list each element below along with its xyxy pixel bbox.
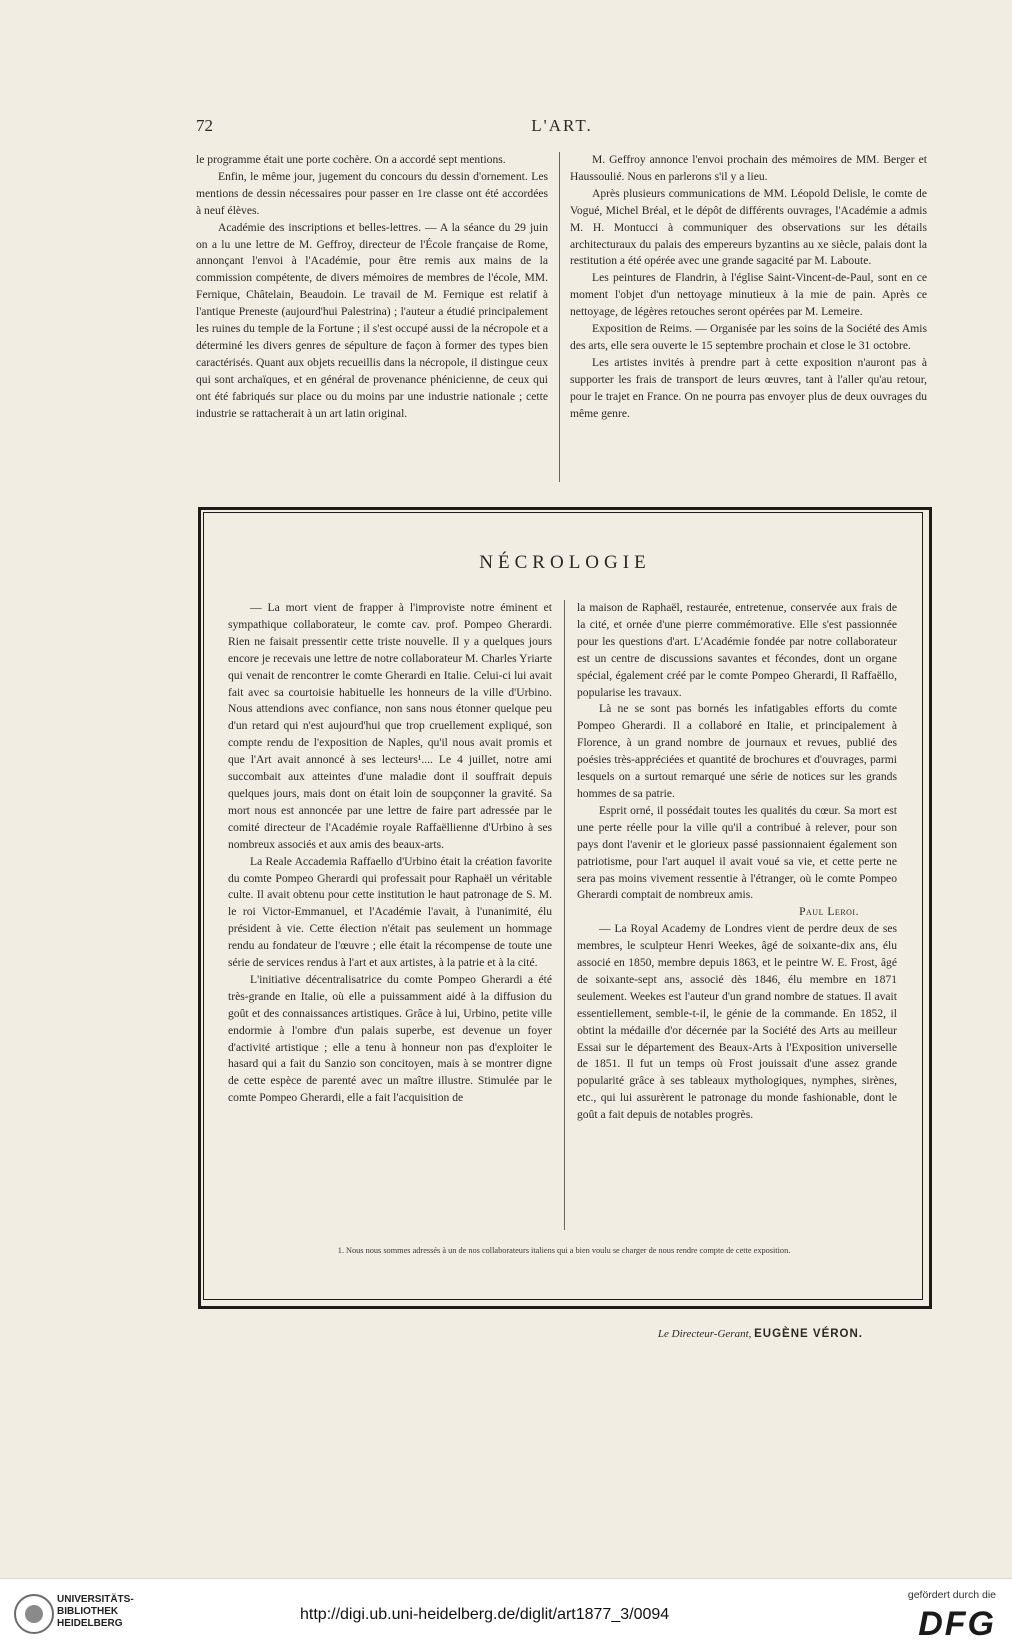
necrologie-column-right [577, 600, 897, 1124]
paragraph: M. Geffroy annonce l'envoi prochain des mémoires de MM. Berger et Haussoulié. Nous en parlerons s'il y a lieu. [570, 153, 927, 183]
paragraph: la maison de Raphaël, restaurée, entretenue, conservée aux frais de la cité, et ornée d'une pierre commémorative. Elle s'est passionnée pour les questions d'art. L'Académie fondée par notre collaborateur est un centre de discussions savantes et fécondes, dont un organe spécial, également créé par le comte Pompeo Gherardi, Il Raffaëllo, popularise les travaux. [577, 601, 897, 699]
permalink-url[interactable]: http://digi.ub.uni-heidelberg.de/diglit/art1877_3/0094 [300, 1606, 670, 1623]
column-divider [559, 152, 560, 482]
paragraph: Là ne se sont pas bornés les infatigables efforts du comte Pompeo Gherardi. Il a collaboré en Italie, et principalement à Florence, à un grand nombre de journaux et revues, publié des poésies très-appréciées et quantité de brochures et d'ouvrages, parmi lesquels on a surtout remarqué une série de notices sur les grands hommes de sa patrie. [577, 702, 897, 800]
director-signature [550, 1328, 863, 1340]
paragraph: Les peintures de Flandrin, à l'église Saint-Vincent-de-Paul, sont en ce moment l'objet d'un nettoyage minutieux à la mie de pain. Après ce nettoyage, de légères retouches seront opérées par M. Lemeire. [570, 271, 927, 319]
footnote: 1. Nous nous sommes adressés à un de nos collaborateurs italiens qui a bien voulu se charger de nous rendre compte de cette exposition. [337, 1246, 791, 1255]
paragraph: — La Royal Academy de Londres vient de perdre deux de ses membres, le sculpteur Henri Weekes, âgé de soixante-dix ans, élu associé en 1850, membre depuis 1863, et le peintre W. E. Frost, âgé de soixante-sept ans, associé dès 1846, élu membre en 1871 seulement. Weekes est l'auteur d'un grand nombre de statues. Il avait essentiellement, semble-t-il, le génie de la commande. En 1852, il obtint la médaille d'or décernée par la Société des Arts au meilleur Essai sur le département des Beaux-Arts à l'Exposition universelle de 1851. Il fut un temps où Frost jouissait d'une assez grande popularité grâce à ses tableaux mythologiques, nymphes, sirènes, etc., qui lui assurèrent le patronage du monde fashionable, dont le goût a fait depuis de notables progrès. [577, 922, 897, 1122]
paragraph: Après plusieurs communications de MM. Léopold Delisle, le comte de Vogué, Michel Bréal, et le dépôt de différents ouvrages, l'Académie a admis M. H. Montucci à communiquer des observations sur les détails architecturaux du palais des empereurs byzantins au xe siècle, palais dont la restitution a été opérée avec une grande sagacité par M. Laboute. [570, 186, 927, 268]
paragraph: Esprit orné, il possédait toutes les qualités du cœur. Sa mort est une perte réelle pour la ville qu'il a contribué à relever, pour son pays dont l'avenir et le glorieux passé passionnaient également son patriotisme, pour l'art auquel il avait voué sa vie, et cette perte ne sera pas moins vivement ressentie à l'étranger, où le comte Pompeo Gherardi comptait de nombreux amis. [577, 803, 897, 902]
digitization-footer [0, 1578, 1012, 1650]
signature: Paul Leroi. [799, 905, 859, 919]
director-name: EUGÈNE VÉRON. [754, 1328, 863, 1340]
top-column-left [196, 152, 548, 423]
university-seal-icon [14, 1594, 54, 1634]
page-number: 72 [196, 116, 213, 135]
library-line: BIBLIOTHEK [57, 1606, 119, 1617]
page-header [196, 116, 928, 140]
paragraph: — La mort vient de frapper à l'improviste notre éminent et sympathique collaborateur, le comte cav. prof. Pompeo Gherardi. Rien ne faisait pressentir cette triste nouvelle. Il y a quelques jours encore je recevais une lettre de notre collaborateur M. Charles Yriarte qui venait de rencontrer le comte Gherardi en Italie. Celui-ci lui avait fait avec sa courtoisie habituelle les honneurs de la ville d'Urbino. Nous attendions avec confiance, non sans nous étonner quelque peu d'un retard qui n'est aujourd'hui que trop cruellement expliqué, son compte rendu de l'exposition de Naples, qu'il nous avait promis et que l'Art avait annoncé à ses lecteurs¹.... Le 4 juillet, notre ami succombait aux atteintes d'une maladie dont il souffrait depuis quelques jours, mais dont on était loin de soupçonner la gravité. Sa mort nous est annoncée par une lettre de faire part adressée par le comité directeur de l'Académie royale Raffaëllienne d'Urbino à ses nombreux associés et aux amis des beaux-arts. [228, 601, 552, 851]
paragraph: Les artistes invités à prendre part à cette exposition n'auront pas à supporter les frais de transport de leurs œuvres, tant à l'aller qu'au retour, pour le trajet en France. On ne pourra pas envoyer plus de deux ouvrages du même genre. [570, 355, 927, 420]
paragraph: L'initiative décentralisatrice du comte Pompeo Gherardi a été très-grande en Italie, où elle a puissamment aidé à la diffusion du goût et des connaissances artistiques. Grâce à lui, Urbino, petite ville endormie à l'ombre d'un palais superbe, est devenue un foyer d'activité artistique ; elle a tenu à honneur non pas d'exploiter le hasard qui a fait du Sanzio son concitoyen, mais à se montrer digne de cette espèce de parenté avec un maître illustre. Stimulée par le comte Pompeo Gherardi, elle a fait l'acquisition de [228, 972, 552, 1105]
paragraph: Académie des inscriptions et belles-lettres. — A la séance du 29 juin on a lu une lettre de M. Geffroy, directeur de l'École française de Rome, annonçant l'envoi à l'Académie, pour être remis aux mains de la commission compétente, de divers mémoires de membres de l'école, MM. Fernique, Châtelain, Beaudoin. Le travail de M. Fernique est relatif à l'antique Preneste (aujourd'hui Palestrina) ; l'auteur a étudié principalement les ruines du temple de la Fortune ; il s'est occupé aussi de la nécropole et a déterminé les divers genres de sépulture de façon à former des types bien caractérisés. Quant aux objets recueillis dans la nécropole, il distingue ceux qui sont archaïques, et en général de provenance phénicienne, de ceux qui ont été fabriqués sur place ou du moins par une industrie nationale ; cette industrie se rattacherait à un art latin original. [196, 220, 548, 420]
journal-title: L'ART. [531, 116, 593, 135]
dfg-logo: DFG [918, 1605, 996, 1643]
director-label: Le Directeur-Gerant, [657, 1328, 752, 1340]
library-name [57, 1594, 134, 1630]
necrologie-column-left [228, 600, 552, 1107]
paragraph: Enfin, le même jour, jugement du concours du dessin d'ornement. Les mentions de dessin nécessaires pour passer en 1re classe ont été accordées à neuf élèves. [196, 169, 548, 217]
paragraph: le programme était une porte cochère. On a accordé sept mentions. [196, 153, 506, 166]
paragraph: Exposition de Reims. — Organisée par les soins de la Société des Amis des arts, elle sera ouverte le 15 septembre prochain et close le 31 octobre. [570, 322, 927, 352]
library-line: UNIVERSITÄTS- [57, 1594, 134, 1605]
top-column-right [570, 152, 927, 423]
paragraph: La Reale Accademia Raffaello d'Urbino était la création favorite du comte Pompeo Gherardi qui professait pour Raphaël un véritable culte. Il avait obtenu pour cette institution le haut patronage de S. M. le roi Victor-Emmanuel, et l'Académie l'avait, à l'unanimité, élu président à vie. Cette élection n'était pas seulement un hommage rendu au fondateur de l'œuvre ; elle était la récompense de toute une série de services rendus à l'art et aux artistes, à la patrie et à la cité. [228, 854, 552, 970]
column-divider [564, 600, 565, 1230]
library-line: HEIDELBERG [57, 1618, 123, 1629]
necrologie-title: NÉCROLOGIE [479, 552, 651, 573]
funded-by-label: gefördert durch die [907, 1589, 996, 1601]
